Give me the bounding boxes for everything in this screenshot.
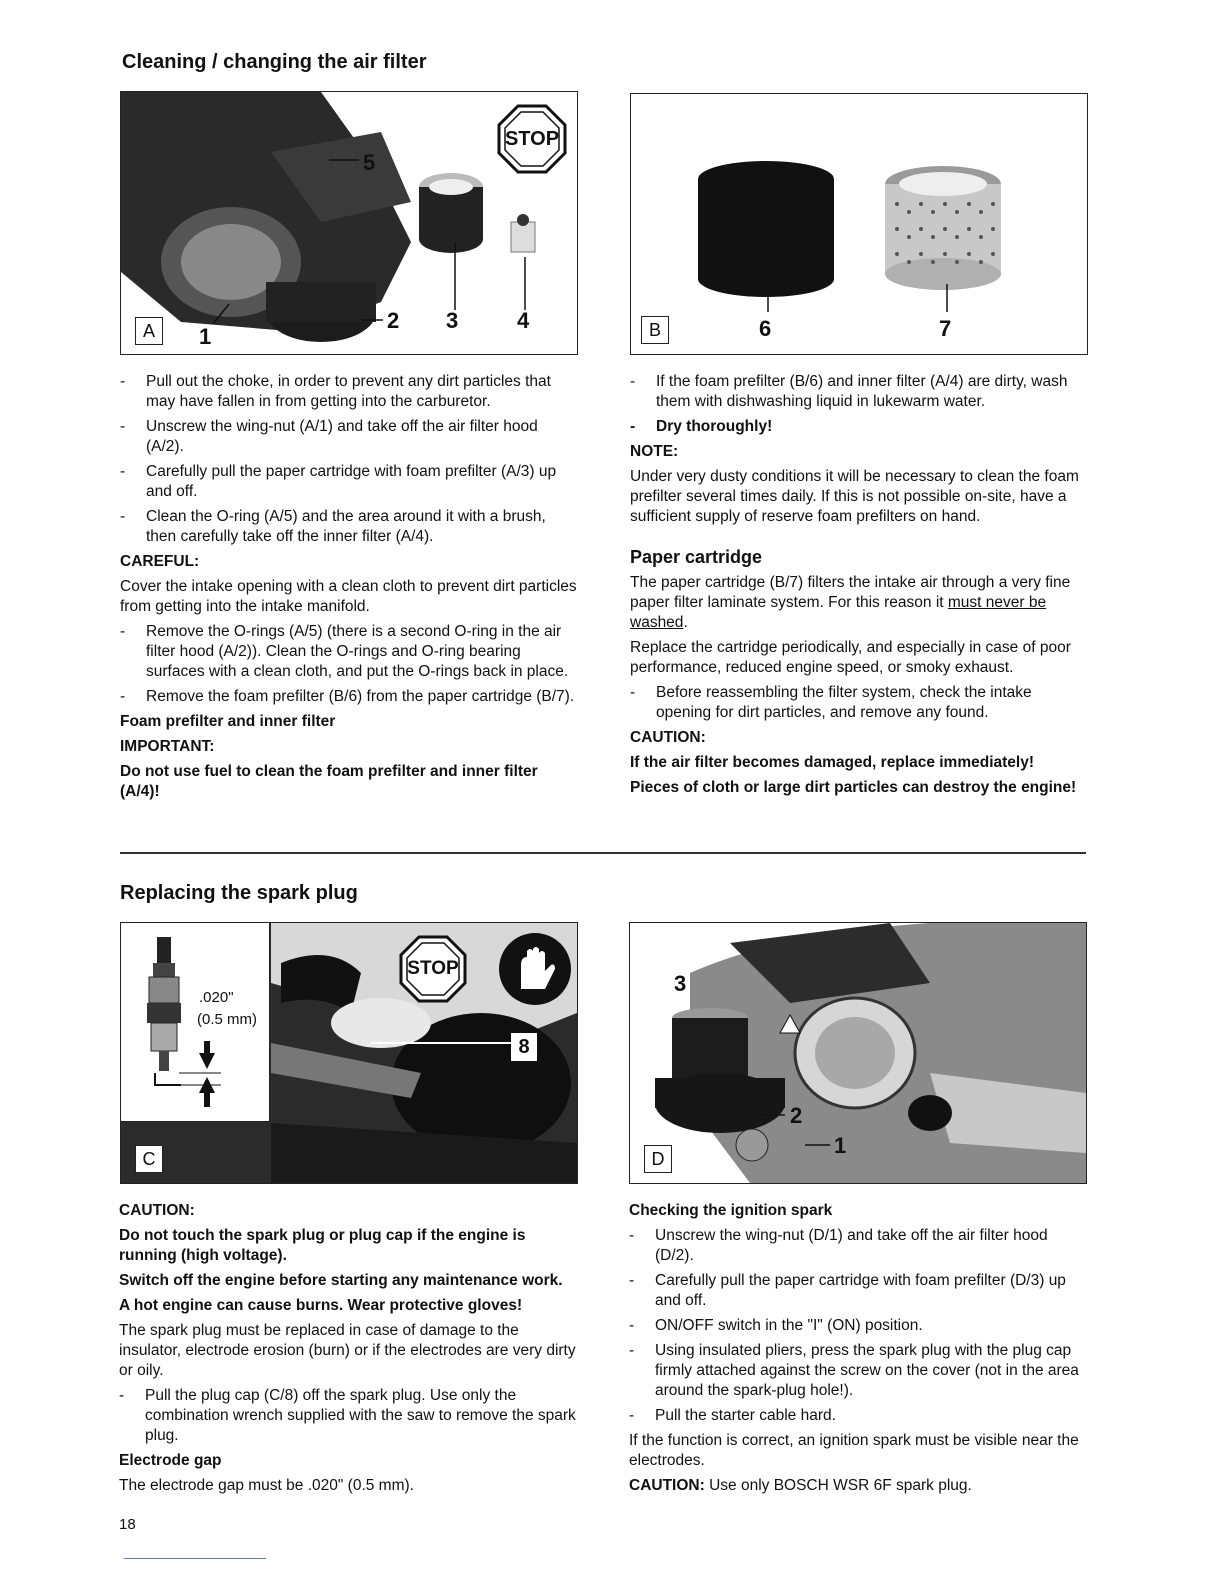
stop-sign-text: STOP bbox=[407, 958, 459, 979]
paper-cartridge-heading: Paper cartridge bbox=[630, 547, 763, 567]
ignition-spark-heading: Checking the ignition spark bbox=[629, 1202, 833, 1219]
page-number: 18 bbox=[119, 1516, 136, 1533]
paper-text-1: The paper cartridge (B/7) filters the intake air through a very fine paper filter laminate system. For this reason it bbox=[630, 574, 1071, 611]
stop-sign-text: STOP bbox=[504, 128, 560, 150]
caution-text: Use only BOSCH WSR 6F spark plug. bbox=[704, 1477, 972, 1494]
spark-plug-text-left bbox=[119, 1201, 576, 1496]
gap-mm: (0.5 mm) bbox=[197, 1011, 257, 1028]
result-text: If the function is correct, an ignition spark must be visible near the electrodes. bbox=[629, 1432, 1079, 1469]
caution-label: CAUTION: bbox=[630, 729, 706, 746]
list-item: - Remove the foam prefilter (B/6) from the paper cartridge (B/7). bbox=[120, 687, 577, 707]
section-divider bbox=[120, 852, 1086, 854]
label-3: 3 bbox=[674, 971, 687, 996]
section-title-spark-plug: Replacing the spark plug bbox=[120, 882, 358, 904]
section-title-air-filter: Cleaning / changing the air filter bbox=[122, 51, 427, 73]
replace-text: The spark plug must be replaced in case of damage to the insulator, electrode erosion (burn) or if the electrodes are very dirty or oily. bbox=[119, 1322, 576, 1379]
electrode-gap-inset bbox=[121, 923, 270, 1122]
callout-8: 8 bbox=[511, 1033, 537, 1061]
list-item: - Remove the O-rings (A/5) (there is a second O-ring in the air filter hood (A/2)). Clean the O-rings and O-ring bearing surfaces with a clean cloth, and put the O-rings back in place. bbox=[120, 622, 577, 682]
list-item: - Carefully pull the paper cartridge with foam prefilter (D/3) up and off. bbox=[629, 1271, 1085, 1311]
list-item: - Using insulated pliers, press the spark plug with the plug cap firmly attached against the screw on the cover (not in the area around the spark-plug hole!). bbox=[629, 1341, 1085, 1401]
foam-heading: Foam prefilter and inner filter bbox=[120, 713, 336, 730]
label-5: 5 bbox=[363, 150, 376, 175]
note-label: NOTE: bbox=[630, 443, 679, 460]
figure-b-photo bbox=[631, 94, 1087, 354]
paper-text-2: . bbox=[683, 614, 688, 631]
paper-text-underline: must never be washed bbox=[630, 594, 1047, 631]
figure-d bbox=[629, 922, 1087, 1184]
list-item: - Carefully pull the paper cartridge with foam prefilter (A/3) up and off. bbox=[120, 462, 577, 502]
label-6: 6 bbox=[759, 316, 772, 341]
caution-text-1: If the air filter becomes damaged, replace immediately! bbox=[630, 754, 1035, 771]
label-7: 7 bbox=[939, 316, 952, 341]
list-item: - Pull the starter cable hard. bbox=[629, 1406, 1085, 1426]
important-text: Do not use fuel to clean the foam prefilter and inner filter bbox=[120, 763, 538, 780]
list-item: - If the foam prefilter (B/6) and inner filter (A/4) are dirty, wash them with dishwashing liquid in lukewarm water. bbox=[630, 372, 1086, 412]
caution-text-3: A hot engine can cause burns. Wear protective gloves! bbox=[119, 1297, 523, 1314]
label-1: 1 bbox=[834, 1133, 847, 1158]
footer-rule bbox=[124, 1558, 266, 1559]
list-item: - Unscrew the wing-nut (A/1) and take off the air filter hood (A/2). bbox=[120, 417, 577, 457]
figure-tag-c: C bbox=[135, 1145, 163, 1173]
label-1: 1 bbox=[199, 324, 212, 349]
air-filter-steps-right bbox=[630, 372, 1086, 803]
label-3: 3 bbox=[446, 308, 459, 333]
figure-c bbox=[120, 922, 578, 1184]
caution-text-2: Pieces of cloth or large dirt particles can destroy the engine! bbox=[630, 779, 1077, 796]
gap-inches: .020" bbox=[199, 989, 234, 1006]
label-4: 4 bbox=[517, 308, 530, 333]
careful-label: CAREFUL: bbox=[120, 553, 200, 570]
important-ref: (A/4)! bbox=[120, 783, 160, 800]
electrode-gap-heading: Electrode gap bbox=[119, 1452, 222, 1469]
protective-gloves-icon bbox=[497, 931, 573, 1007]
figure-b bbox=[630, 93, 1088, 355]
replace-text: Replace the cartridge periodically, and especially in case of poor performance, reduced engine speed, or smoky exhaust. bbox=[630, 639, 1071, 676]
figure-tag-a: A bbox=[135, 317, 163, 345]
figure-a bbox=[120, 91, 578, 355]
caution-label: CAUTION: bbox=[629, 1477, 705, 1494]
caution-text-2: Switch off the engine before starting any maintenance work. bbox=[119, 1272, 563, 1289]
list-item: - Pull out the choke, in order to prevent any dirt particles that may have fallen in from getting into the carburetor. bbox=[120, 372, 577, 412]
list-item: - ON/OFF switch in the "I" (ON) position. bbox=[629, 1316, 1085, 1336]
list-item: - Unscrew the wing-nut (D/1) and take off the air filter hood (D/2). bbox=[629, 1226, 1085, 1266]
caution-label: CAUTION: bbox=[119, 1202, 195, 1219]
label-2: 2 bbox=[387, 308, 400, 333]
spark-plug-text-right bbox=[629, 1201, 1085, 1496]
list-item: - Before reassembling the filter system, check the intake opening for dirt particles, and remove any found. bbox=[630, 683, 1086, 723]
list-item: - Dry thoroughly! bbox=[630, 417, 1086, 437]
careful-text: Cover the intake opening with a clean cloth to prevent dirt particles from getting into the intake manifold. bbox=[120, 578, 577, 615]
label-2: 2 bbox=[790, 1103, 803, 1128]
figure-tag-b: B bbox=[641, 316, 669, 344]
important-label: IMPORTANT: bbox=[120, 738, 215, 755]
figure-d-photo bbox=[630, 923, 1086, 1183]
caution-text-1: Do not touch the spark plug or plug cap if the engine is running (high voltage). bbox=[119, 1227, 526, 1264]
list-item: - Clean the O-ring (A/5) and the area around it with a brush, then carefully take off the inner filter (A/4). bbox=[120, 507, 577, 547]
figure-tag-d: D bbox=[644, 1145, 672, 1173]
list-item: - Pull the plug cap (C/8) off the spark plug. Use only the combination wrench supplied with the saw to remove the spark plug. bbox=[119, 1386, 576, 1446]
air-filter-steps-left bbox=[120, 372, 577, 802]
electrode-gap-text: The electrode gap must be .020" (0.5 mm). bbox=[119, 1477, 414, 1494]
note-text: Under very dusty conditions it will be necessary to clean the foam prefilter several times daily. If this is not possible on-site, have a sufficient supply of reserve foam prefilters on hand. bbox=[630, 468, 1079, 525]
